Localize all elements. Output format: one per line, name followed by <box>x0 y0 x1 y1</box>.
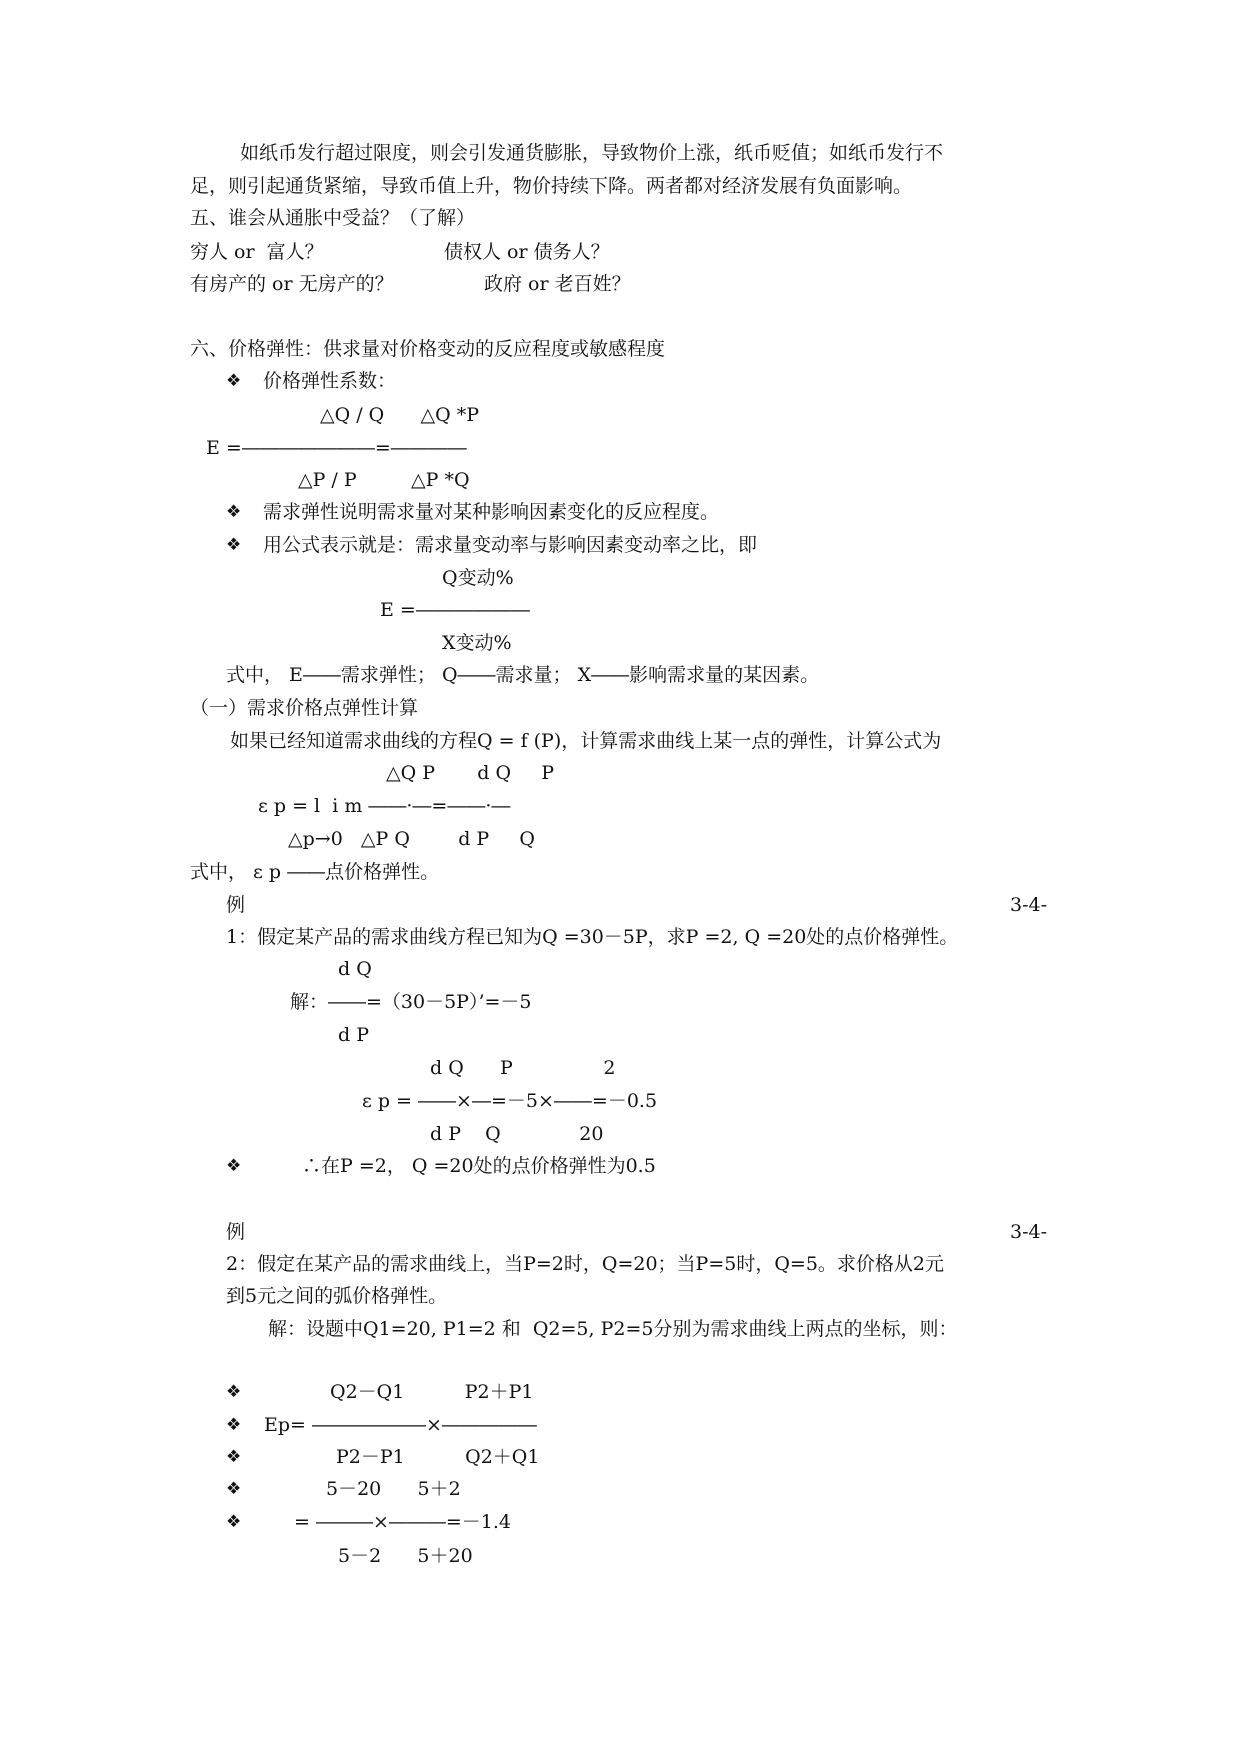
text-line-f3_den: △p→0 △P Q d P Q <box>288 828 535 850</box>
text-line-para1: 如果已经知道需求曲线的方程Q = f (P)，计算需求曲线上某一点的弹性，计算公式为 <box>230 730 942 752</box>
text-line-intro1: 如纸币发行超过限度，则会引发通货膨胀，导致物价上涨，纸币贬值；如纸币发行不 <box>240 142 944 164</box>
text-line-a1: Q2－Q1 P2＋P1 <box>330 1381 534 1403</box>
text-line-f2_num: Q变动% <box>442 567 514 589</box>
bullet-icon: ❖ <box>226 1512 242 1532</box>
text-line-ex1_b: 3-4- <box>1010 894 1048 916</box>
text-line-f3_main: ε p = l i m ――·―=――·― <box>258 795 511 817</box>
text-line-ex2_e: 解：设题中Q1=20, P1=2 和 Q2=5, P2=5分别为需求曲线上两点的坐标，则： <box>268 1318 958 1340</box>
text-line-a4: 5－20 5＋2 <box>326 1478 461 1500</box>
text-line-f1_main: E =―――――――=―――― <box>206 437 467 459</box>
text-line-s2_den: d P Q 20 <box>430 1123 604 1145</box>
text-line-s2_main: ε p = ――×―=－5×――=－0.5 <box>362 1090 658 1112</box>
text-line-ex2_c: 2：假定在某产品的需求曲线上，当P=2时，Q=20；当P=5时，Q=5。求价格从2元 <box>226 1253 945 1275</box>
text-line-ex2_b: 3-4- <box>1010 1221 1048 1243</box>
bullet-icon: ❖ <box>226 1415 242 1435</box>
text-line-q2a: 有房产的 or 无房产的？ <box>190 273 394 295</box>
text-line-a3: P2－P1 Q2＋Q1 <box>336 1446 540 1468</box>
text-line-s1_den: d P <box>338 1024 369 1046</box>
text-line-sec6: 六、价格弹性：供求量对价格变动的反应程度或敏感程度 <box>190 338 666 360</box>
text-line-ex2_d: 到5元之间的弧价格弹性。 <box>226 1285 448 1307</box>
text-line-a6: 5－2 5＋20 <box>338 1545 473 1567</box>
text-line-f1_num: △Q / Q △Q *P <box>320 404 479 426</box>
bullet-icon: ❖ <box>226 371 242 391</box>
text-line-b2: 需求弹性说明需求量对某种影响因素变化的反应程度。 <box>263 501 720 523</box>
text-line-where1: 式中， E――需求弹性； Q――需求量； X――影响需求量的某因素。 <box>226 664 820 686</box>
text-line-a5: = ―――×―――=－1.4 <box>294 1511 512 1533</box>
text-line-f2_den: X变动% <box>442 632 512 654</box>
text-line-f2_main: E =―――――― <box>380 599 530 621</box>
text-line-ex2_a: 例 <box>226 1221 246 1243</box>
text-line-a2: Ep= ――――――×――――― <box>264 1414 537 1436</box>
text-line-f1_den: △P / P △P *Q <box>298 469 470 491</box>
text-line-s1_num: d Q <box>338 958 372 980</box>
bullet-icon: ❖ <box>226 1156 242 1176</box>
bullet-icon: ❖ <box>226 535 242 555</box>
bullet-icon: ❖ <box>226 1382 242 1402</box>
text-line-q2b: 政府 or 老百姓？ <box>484 273 631 295</box>
text-line-s2_num: d Q P 2 <box>430 1057 616 1079</box>
text-line-coef: 价格弹性系数： <box>263 370 397 392</box>
bullet-icon: ❖ <box>226 1479 242 1499</box>
text-line-where2: 式中， ε p ――点价格弹性。 <box>190 861 440 883</box>
text-line-intro2: 足，则引起通货紧缩，导致币值上升，物价持续下降。两者都对经济发展有负面影响。 <box>190 175 913 197</box>
text-line-ex1_a: 例 <box>226 894 246 916</box>
text-line-q1b: 债权人 or 债务人？ <box>444 241 610 263</box>
text-line-sub1: （一）需求价格点弹性计算 <box>190 697 419 719</box>
text-line-s1_main: 解：――=（30－5P）’=－5 <box>290 991 532 1013</box>
text-line-f3_num: △Q P d Q P <box>386 762 555 784</box>
text-line-therefore: ∴在P =2， Q =20处的点价格弹性为0.5 <box>302 1155 656 1177</box>
bullet-icon: ❖ <box>226 1447 242 1467</box>
text-line-b3: 用公式表示就是：需求量变动率与影响因素变动率之比，即 <box>263 534 758 556</box>
text-line-sec5: 五、谁会从通胀中受益？（了解） <box>190 207 476 229</box>
bullet-icon: ❖ <box>226 502 242 522</box>
text-line-ex1_c: 1：假定某产品的需求曲线方程已知为Q =30－5P，求P =2, Q =20处的点价格弹性。 <box>226 926 959 948</box>
text-line-q1a: 穷人 or 富人？ <box>190 241 324 263</box>
